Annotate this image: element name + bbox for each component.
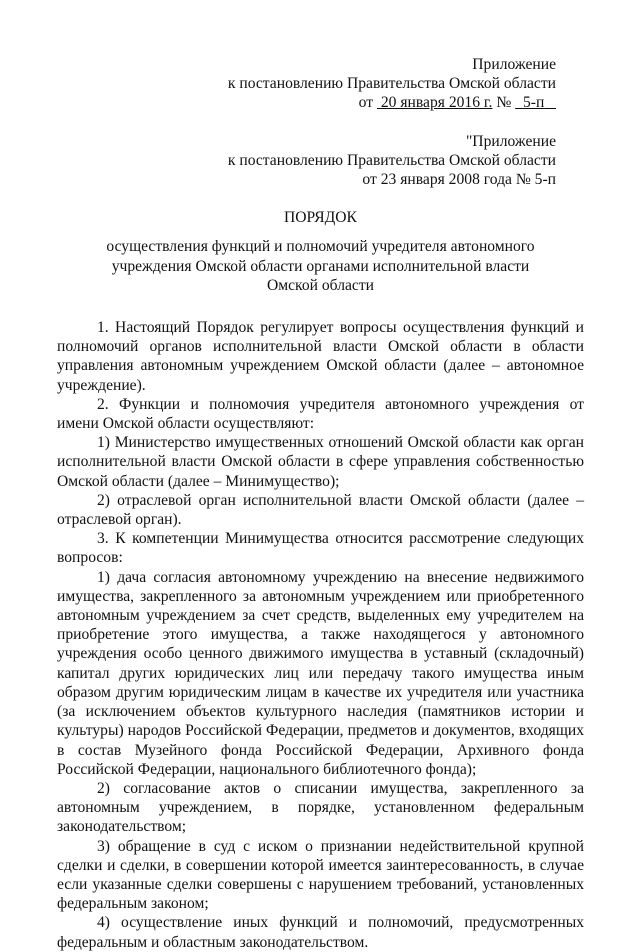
approval-resolution: к постановлению Правительства Омской области [227, 75, 556, 93]
original-approval-resolution: к постановлению Правительства Омской области [227, 151, 556, 169]
paragraph: 3) обращение в суд с иском о признании недействительной крупной сделки и сделки, в совершении которой имеется заинтересованность, в случае если указанные сделки совершены с нарушением требований, установленных федеральным законом; [57, 837, 584, 913]
document-body [57, 318, 584, 952]
paragraph: 1. Настоящий Порядок регулирует вопросы осуществления функций и полномочий органов исполнительной власти Омской области в области управления автономным учреждением Омской области (далее – автономное учреждение). [57, 319, 584, 394]
paragraph: 2) согласование актов о списании имущества, закрепленного за автономным учреждением, в порядке, установленном федеральным законодательством; [57, 779, 584, 836]
original-approval-header [57, 132, 556, 190]
paragraph: 4) осуществление иных функций и полномочий, предусмотренных федеральным и областным законодательством. [57, 914, 584, 951]
date-value: 20 января 2016 г. [380, 94, 493, 112]
number-sign: № [496, 94, 512, 112]
original-approval-date: от 23 января 2008 года № 5-п [362, 171, 556, 189]
number-value: 5-п [522, 94, 545, 112]
date-prefix: от [358, 94, 374, 112]
approval-header [57, 55, 556, 113]
paragraph: 2) отраслевой орган исполнительной власти Омской области (далее – отраслевой орган). [57, 491, 584, 529]
title-heading: ПОРЯДОК [284, 209, 357, 227]
paragraph: 1) дача согласия автономному учреждению на внесение недвижимого имущества, закрепленного за автономным учреждением или приобретенного автономным учреждением за счет средств, выделенных ему учредителем на приобретение этого имущества, а также находящегося у автономного учреждения особо ценного движимого имущества в уставный (складочный) капитал других юридических лиц или передачу такого имущества иным образом другим юридическим лицам в качестве их учредителя или участника (за исключением объектов культурного наследия (памятников истории и культуры) народов Российской Федерации, предметов и документов, входящих в состав Музейного фонда Российской Федерации, Архивного фонда Российской Федерации, национального библиотечного фонда); [57, 568, 584, 778]
paragraph: 1) Министерство имущественных отношений Омской области как орган исполнительной власти Омской области в сфере управления собственностью Омской области (далее – Минимущество); [57, 434, 584, 490]
original-approval-label: "Приложение [465, 132, 556, 150]
paragraph: 2. Функции и полномочия учредителя автономного учреждения от имени Омской области осуществляют: [57, 395, 584, 433]
title-subheading: осуществления функций и полномочий учредителя автономного учреждения Омской области органами исполнительной власти Омской области [106, 238, 535, 294]
document-title [57, 208, 584, 295]
approval-label: Приложение [472, 56, 556, 73]
approval-date-line [57, 93, 556, 112]
paragraph: 3. К компетенции Минимущества относится рассмотрение следующих вопросов: [57, 530, 584, 567]
